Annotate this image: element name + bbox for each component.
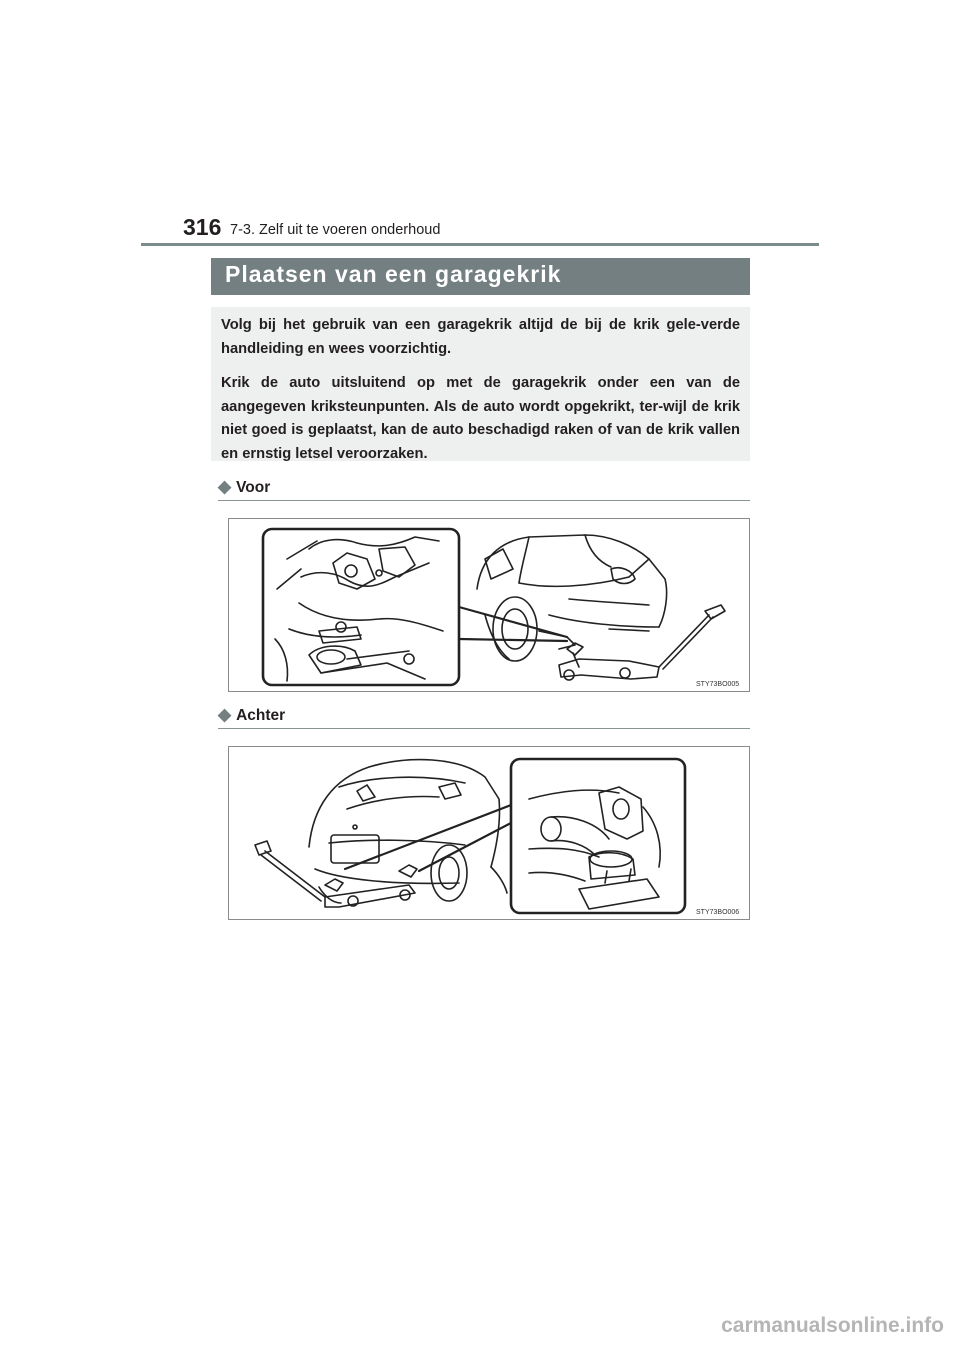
diamond-icon: ◆ bbox=[218, 705, 232, 724]
section-title-bar bbox=[211, 258, 750, 295]
intro-paragraph-2: Krik de auto uitsluitend op met de garagekrik onder een van de aangegeven kriksteunpunten. Als de auto wordt opgekrikt, ter-wijl de krik niet goed is geplaatst, kan de auto beschadigd raken of van de krik vallen en ernstig letsel veroorzaken. bbox=[221, 375, 740, 462]
rear-figure-code: STY73BO006 bbox=[696, 909, 740, 916]
rear-heading-label: Achter bbox=[236, 707, 286, 724]
front-jack-illustration bbox=[229, 519, 749, 691]
diamond-icon: ◆ bbox=[218, 477, 232, 496]
front-figure-code: STY73BO005 bbox=[696, 681, 740, 688]
intro-paragraph-1: Volg bij het gebruik van een garagekrik altijd de bij de krik gele-verde handleiding en wees voorzichtig. bbox=[221, 317, 740, 357]
rear-jack-figure bbox=[228, 746, 750, 920]
intro-box bbox=[211, 307, 750, 461]
rear-heading bbox=[218, 705, 285, 725]
header-rule bbox=[141, 243, 819, 246]
front-heading-label: Voor bbox=[236, 479, 271, 496]
rear-jack-illustration bbox=[229, 747, 749, 919]
front-heading-rule bbox=[218, 500, 750, 501]
section-title: Plaatsen van een garagekrik bbox=[225, 261, 562, 287]
front-jack-figure bbox=[228, 518, 750, 692]
front-heading bbox=[218, 477, 270, 497]
page-number: 316 bbox=[183, 214, 222, 240]
chapter-title: 7-3. Zelf uit te voeren onderhoud bbox=[230, 222, 441, 238]
watermark: carmanualsonline.info bbox=[721, 1314, 944, 1337]
rear-heading-rule bbox=[218, 728, 750, 729]
